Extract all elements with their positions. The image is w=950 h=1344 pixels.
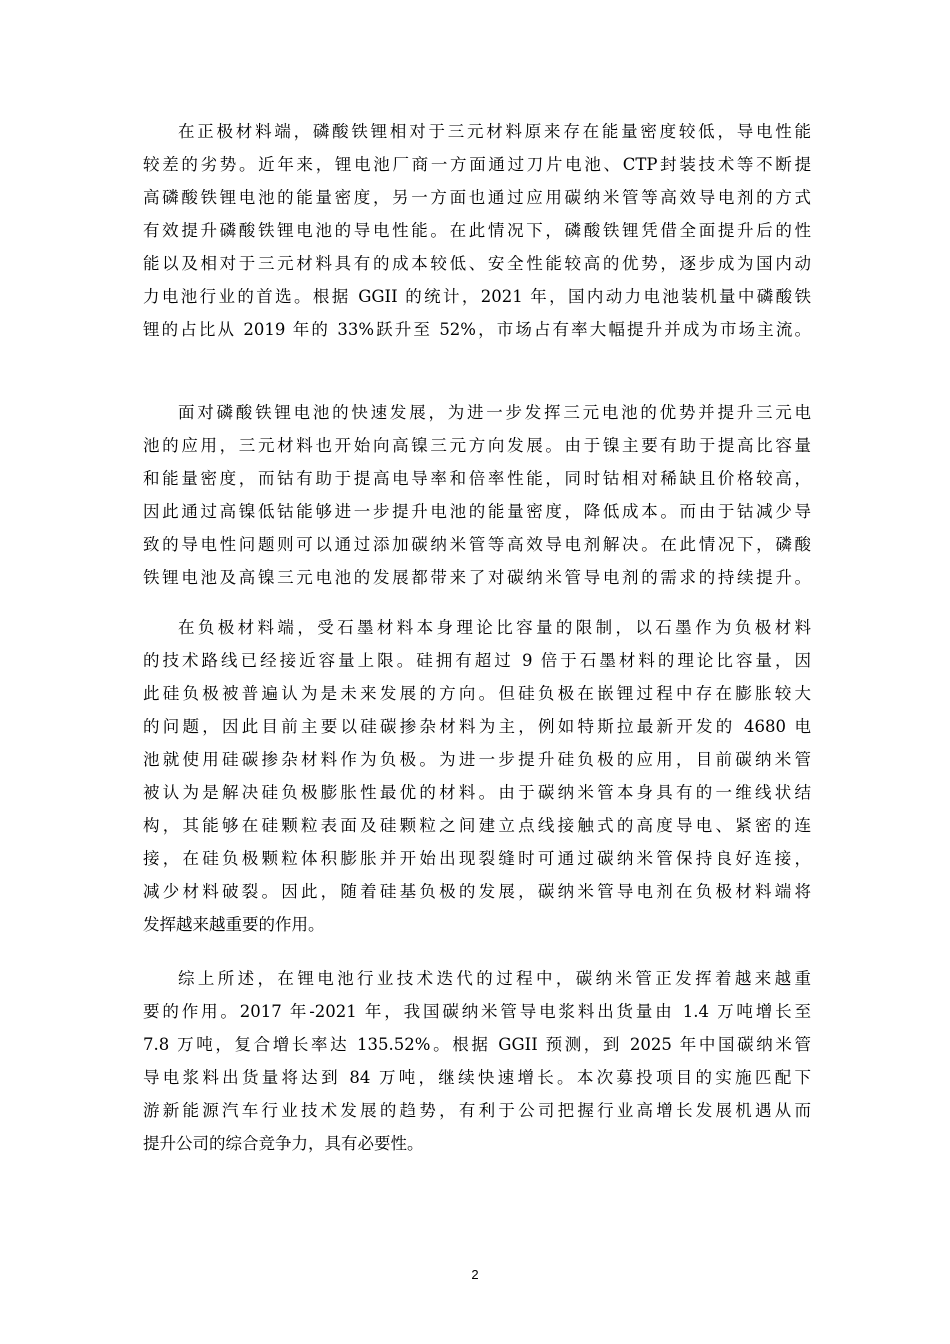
text-line: 要的作用。2017 年-2021 年，我国碳纳米管导电浆料出货量由 1.4 万吨增长至 bbox=[143, 1002, 811, 1021]
text-line: 减少材料破裂。因此，随着硅基负极的发展，碳纳米管导电剂在负极材料端将 bbox=[143, 882, 811, 901]
paragraph-summary bbox=[143, 962, 811, 1160]
text-line: 面对磷酸铁锂电池的快速发展，为进一步发挥三元电池的优势并提升三元电 bbox=[178, 403, 811, 422]
text-line: 7.8 万吨，复合增长率达 135.52%。根据 GGII 预测，到 2025 年中国碳纳米管 bbox=[143, 1035, 811, 1054]
text-line: 有效提升磷酸铁锂电池的导电性能。在此情况下，磷酸铁锂凭借全面提升后的性 bbox=[143, 221, 811, 240]
text-line: 能以及相对于三元材料具有的成本较低、安全性能较高的优势，逐步成为国内动 bbox=[143, 254, 811, 273]
page-number: 2 bbox=[471, 1267, 479, 1282]
text-line: 的问题，因此目前主要以硅碳掺杂材料为主，例如特斯拉最新开发的 4680 电 bbox=[143, 717, 811, 736]
text-line: 接，在硅负极颗粒体积膨胀并开始出现裂缝时可通过碳纳米管保持良好连接， bbox=[143, 849, 811, 868]
text-line: 被认为是解决硅负极膨胀性最优的材料。由于碳纳米管本身具有的一维线状结 bbox=[143, 783, 811, 802]
text-line: 综上所述，在锂电池行业技术迭代的过程中，碳纳米管正发挥着越来越重 bbox=[178, 969, 811, 988]
text-line: 导电浆料出货量将达到 84 万吨，继续快速增长。本次募投项目的实施匹配下 bbox=[143, 1068, 811, 1087]
text-line: 池就使用硅碳掺杂材料作为负极。为进一步提升硅负极的应用，目前碳纳米管 bbox=[143, 750, 811, 769]
text-line: 在负极材料端，受石墨材料本身理论比容量的限制，以石墨作为负极材料 bbox=[178, 618, 811, 637]
paragraph-cathode bbox=[143, 115, 811, 346]
text-line: 的技术路线已经接近容量上限。硅拥有超过 9 倍于石墨材料的理论比容量，因 bbox=[143, 651, 811, 670]
text-line: 较差的劣势。近年来，锂电池厂商一方面通过刀片电池、CTP封装技术等不断提 bbox=[143, 155, 811, 174]
text-line: 游新能源汽车行业技术发展的趋势，有利于公司把握行业高增长发展机遇从而 bbox=[143, 1101, 811, 1120]
text-line: 力电池行业的首选。根据 GGII 的统计，2021 年，国内动力电池装机量中磷酸铁 bbox=[143, 287, 811, 306]
text-line: 因此通过高镍低钴能够进一步提升电池的能量密度，降低成本。而由于钴减少导 bbox=[143, 502, 811, 521]
text-line: 提升公司的综合竞争力，具有必要性。 bbox=[143, 1134, 424, 1153]
text-line: 铁锂电池及高镍三元电池的发展都带来了对碳纳米管导电剂的需求的持续提升。 bbox=[143, 568, 811, 587]
paragraph-anode bbox=[143, 611, 811, 941]
text-line: 构，其能够在硅颗粒表面及硅颗粒之间建立点线接触式的高度导电、紧密的连 bbox=[143, 816, 811, 835]
text-line: 在正极材料端，磷酸铁锂相对于三元材料原来存在能量密度较低，导电性能 bbox=[178, 122, 811, 141]
text-line: 致的导电性问题则可以通过添加碳纳米管等高效导电剂解决。在此情况下，磷酸 bbox=[143, 535, 811, 554]
text-line: 池的应用，三元材料也开始向高镍三元方向发展。由于镍主要有助于提高比容量 bbox=[143, 436, 811, 455]
text-line: 此硅负极被普遍认为是未来发展的方向。但硅负极在嵌锂过程中存在膨胀较大 bbox=[143, 684, 811, 703]
text-line: 和能量密度，而钴有助于提高电导率和倍率性能，同时钴相对稀缺且价格较高， bbox=[143, 469, 811, 488]
text-line: 发挥越来越重要的作用。 bbox=[143, 915, 325, 934]
paragraph-high-nickel bbox=[143, 396, 811, 594]
text-line: 锂的占比从 2019 年的 33%跃升至 52%，市场占有率大幅提升并成为市场主流。 bbox=[143, 320, 811, 339]
text-line: 高磷酸铁锂电池的能量密度，另一方面也通过应用碳纳米管等高效导电剂的方式 bbox=[143, 188, 811, 207]
